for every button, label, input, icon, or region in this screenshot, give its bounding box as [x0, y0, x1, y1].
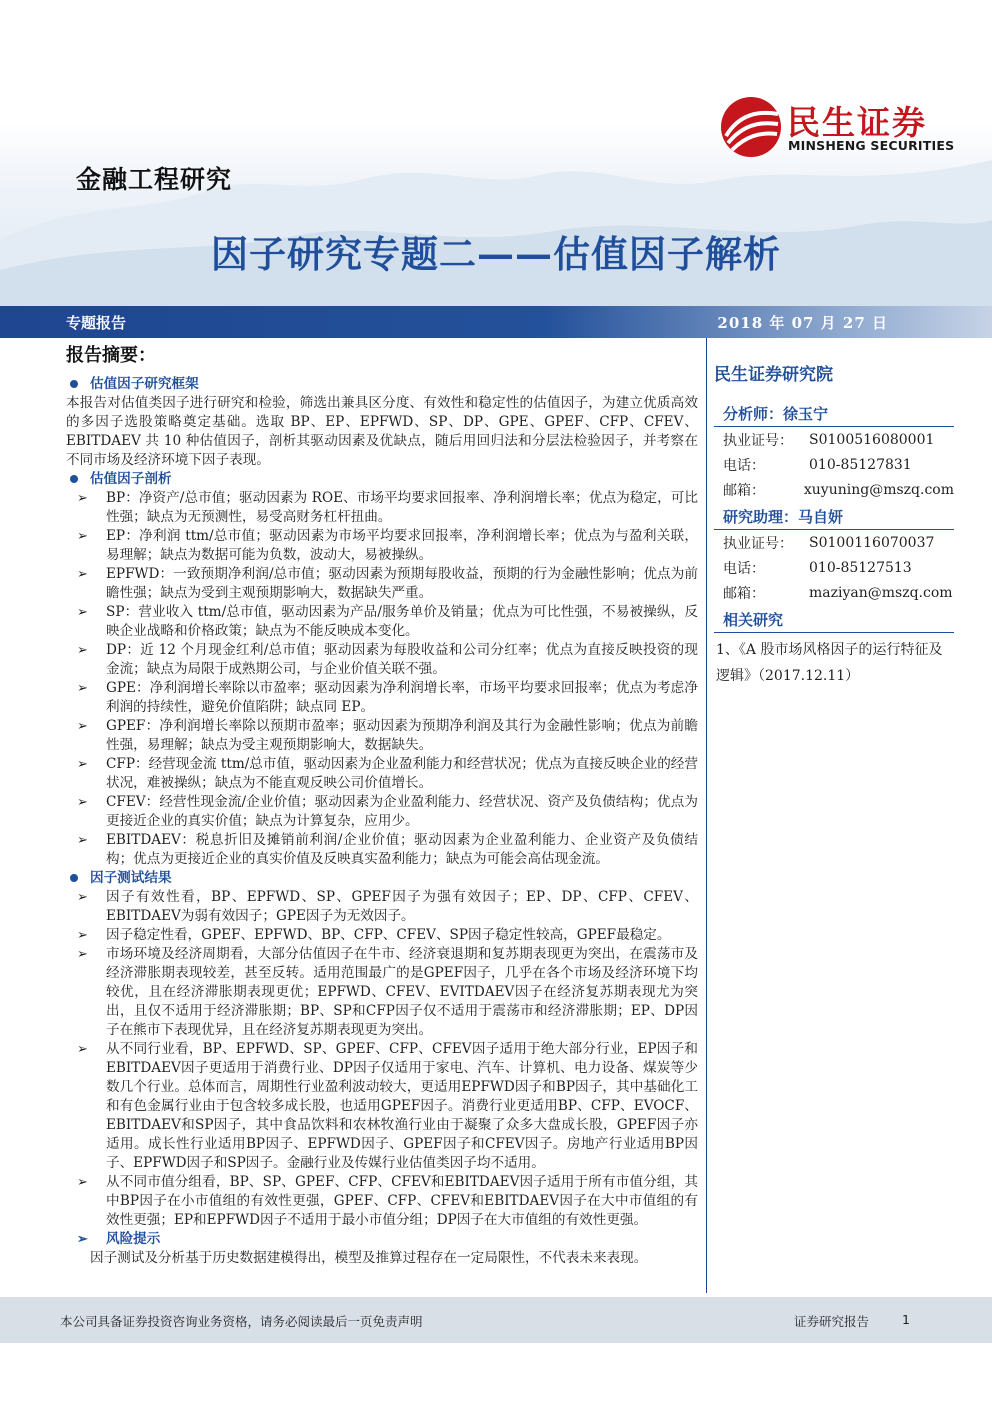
- arrow-bullet-icon: ➢: [77, 1232, 88, 1247]
- arrow-bullet-icon: ➢: [77, 643, 88, 658]
- sidebar: [714, 360, 954, 689]
- report-type-band: [0, 306, 992, 338]
- column-divider: [706, 338, 707, 1293]
- report-type: 专题报告: [66, 314, 127, 332]
- list-item: ➢ GPEF：净利润增长率除以预期市盈率；驱动因素为预期净利润及其行为金融性影响；优点为前瞻性强，易理解；缺点为受主观预期影响大，数据缺失。: [77, 718, 698, 753]
- arrow-bullet-icon: ➢: [77, 491, 88, 506]
- list-item: ➢ GPE：净利润增长率除以市盈率；驱动因素为净利润增长率，市场平均要求回报率；优点为考虑净利润的持续性，避免价值陷阱；缺点同 EP。: [77, 680, 698, 715]
- section-heading: 估值因子研究框架: [66, 375, 698, 394]
- arrow-bullet-icon: ➢: [77, 681, 88, 696]
- assistant-heading: 研究助理：马自妍: [714, 502, 954, 530]
- assistant-license-row: 执业证号： S0100116070037: [723, 534, 935, 552]
- analyst-email-row: 邮箱： xuyuning@mszq.com: [723, 481, 954, 499]
- arrow-bullet-icon: ➢: [77, 529, 88, 544]
- list-item: ➢ BP：净资产/总市值；驱动因素为 ROE、市场平均要求回报率、净利润增长率；优点为稳定，可比性强；缺点为无预测性，易受高财务杠杆扭曲。: [77, 490, 698, 525]
- list-item: ➢ CFEV：经营性现金流/企业价值；驱动因素为企业盈利能力、经营状况、资产及负债结构；优点为更接近企业的真实价值；缺点为计算复杂，应用少。: [77, 794, 698, 829]
- bullet-dot-icon: [70, 874, 78, 882]
- list-item: ➢ 从不同行业看，BP、EPFWD、SP、GPEF、CFP、CFEV因子适用于绝大部分行业，EP因子和EBITDAEV因子更适用于消费行业、DP因子仅适用于家电、汽车、计算机、电力设备、煤炭等少数几个行业。总体而言，周期性行业盈利波动较大，更适用EPFWD因子和BP因子，其中基础化工和有色金属行业由于包含较多成长股，也适用GPEF因子。消费行业更适用BP、CFP、EVOCF、EBITDAEV和SP因子，其中食品饮料和农林牧渔行业由于凝聚了众多大盘成长股，GPEF因子亦适用。成长性行业适用BP因子、EPFWD因子、GPEF因子和CFEV因子。房地产行业适用BP因子、EPFWD因子和SP因子。金融行业及传媒行业估值类因子均不适用。: [77, 1041, 698, 1171]
- bullet-dot-icon: [70, 380, 78, 388]
- brand-name-en: MINSHENG SECURITIES: [788, 138, 955, 153]
- risk-paragraph: 因子测试及分析基于历史数据建模得出，模型及推算过程存在一定局限性，不代表未来表现。: [90, 1250, 648, 1266]
- section-heading: 估值因子剖析: [66, 470, 698, 489]
- assistant-email-row: 邮箱： maziyan@mszq.com: [723, 584, 953, 602]
- minsheng-logo-icon: [720, 96, 782, 158]
- arrow-bullet-icon: ➢: [77, 833, 88, 848]
- list-item: ➢ CFP：经营现金流 ttm/总市值，驱动因素为企业盈利能力和经营状况；优点为直接反映企业的经营状况，难被操纵；缺点为不能直观反映公司价值增长。: [77, 756, 698, 791]
- risk-heading: ➢ 风险提示: [77, 1231, 161, 1247]
- footer-label: 证券研究报告: [794, 1314, 870, 1329]
- list-item: ➢ DP：近 12 个月现金红利/总市值；驱动因素为每股收益和公司分红率；优点为直接反映投资的现金流；缺点为局限于成熟期公司，与企业价值关联不强。: [77, 642, 698, 677]
- arrow-bullet-icon: ➢: [77, 1175, 88, 1190]
- list-item: ➢ 因子有效性看，BP、EPFWD、SP、GPEF因子为强有效因子；EP、DP、CFP、CFEV、EBITDAEV为弱有效因子；GPE因子为无效因子。: [77, 889, 698, 924]
- arrow-bullet-icon: ➢: [77, 795, 88, 810]
- list-item: ➢ 从不同市值分组看，BP、SP、GPEF、CFP、CFEV和EBITDAEV因子适用于所有市值分组，其中BP因子在小市值组的有效性更强，GPEF、CFP、CFEV和EBITDAEV因子在大中市值组的有效性更强；EP和EPFWD因子不适用于最小市值分组；DP因子在大市值组的有效性更强。: [77, 1174, 698, 1228]
- related-research-heading: 相关研究: [714, 605, 954, 633]
- page-title: 因子研究专题二——估值因子解析: [211, 232, 781, 276]
- arrow-bullet-icon: ➢: [77, 567, 88, 582]
- bullet-dot-icon: [70, 475, 78, 483]
- summary-column: [66, 344, 698, 1268]
- report-category: 金融工程研究: [76, 165, 233, 194]
- list-item: ➢ EP：净利润 ttm/总市值；驱动因素为市场平均要求回报率，净利润增长率；优点为与盈利关联，易理解；缺点为数据可能为负数，波动大，易被操纵。: [77, 528, 698, 563]
- arrow-bullet-icon: ➢: [77, 605, 88, 620]
- arrow-bullet-icon: ➢: [77, 890, 88, 905]
- list-item: ➢ EPFWD：一致预期净利润/总市值；驱动因素为预期每股收益，预期的行为金融性影响；优点为前瞻性强；缺点为受到主观预期影响大，数据缺失严重。: [77, 566, 698, 601]
- page-footer: [0, 1297, 992, 1343]
- institute-name: 民生证券研究院: [714, 365, 833, 385]
- footer-disclaimer: 本公司具备证券投资咨询业务资格，请务必阅读最后一页免责声明: [60, 1314, 423, 1329]
- list-item: ➢ EBITDAEV：税息折旧及摊销前利润/企业价值；驱动因素为企业盈利能力、企业资产及负债结构；优点为更接近企业的真实价值及反映真实盈利能力；缺点为可能会高估现金流。: [77, 832, 698, 867]
- arrow-bullet-icon: ➢: [77, 757, 88, 772]
- related-research-item[interactable]: 1、《A 股市场风格因子的运行特征及逻辑》（2017.12.11）: [716, 642, 943, 684]
- analyst-heading: 分析师：徐玉宁: [714, 399, 954, 427]
- arrow-bullet-icon: ➢: [77, 1042, 88, 1057]
- list-item: ➢ SP：营业收入 ttm/总市值，驱动因素为产品/服务单价及销量；优点为可比性强，不易被操纵，反映企业战略和价格政策；缺点为不能反映成本变化。: [77, 604, 698, 639]
- analyst-phone-row: 电话： 010-85127831: [723, 456, 912, 474]
- section-paragraph: 本报告对估值类因子进行研究和检验，筛选出兼具区分度、有效性和稳定性的估值因子，为建立优质高效的多因子选股策略奠定基础。选取 BP、EP、EPFWD、SP、DP、GPE、GPEF、CFP、CFEV、EBITDAEV 共 10 种估值因子，剖析其驱动因素及优缺点，随后用回归法和分层法检验因子，并考察在不同市场及经济环境下因子表现。: [66, 395, 698, 468]
- report-header: [0, 0, 992, 306]
- analyst-license-row: 执业证号： S0100516080001: [723, 431, 935, 449]
- page-number: 1: [902, 1312, 910, 1327]
- arrow-bullet-icon: ➢: [77, 947, 88, 962]
- list-item: ➢ 市场环境及经济周期看，大部分估值因子在牛市、经济衰退期和复苏期表现更为突出，在震荡市及经济滞胀期表现较差，甚至反转。适用范围最广的是GPEF因子，几乎在各个市场及经济环境下均较优，且在经济滞胀期表现更优；EPFWD、CFEV、EVITDAEV因子在经济复苏期表现尤为突出，且仅不适用于经济滞胀期；BP、SP和CFP因子仅不适用于震荡市和经济滞胀期；EP、DP因子在熊市下表现优异，且在经济复苏期表现更为突出。: [77, 946, 698, 1038]
- arrow-bullet-icon: ➢: [77, 928, 88, 943]
- section-heading: 因子测试结果: [66, 869, 698, 888]
- assistant-phone-row: 电话： 010-85127513: [723, 559, 912, 577]
- report-date: 2018 年 07 月 27 日: [717, 314, 888, 332]
- list-item: ➢ 因子稳定性看，GPEF、EPFWD、BP、CFP、CFEV、SP因子稳定性较高，GPEF最稳定。: [77, 927, 671, 943]
- summary-heading: 报告摘要：: [66, 345, 156, 366]
- assistant-email-link[interactable]: maziyan@mszq.com: [809, 584, 953, 601]
- arrow-bullet-icon: ➢: [77, 719, 88, 734]
- brand-name-cn: 民生证券: [787, 103, 927, 142]
- analyst-email-link[interactable]: xuyuning@mszq.com: [803, 481, 954, 498]
